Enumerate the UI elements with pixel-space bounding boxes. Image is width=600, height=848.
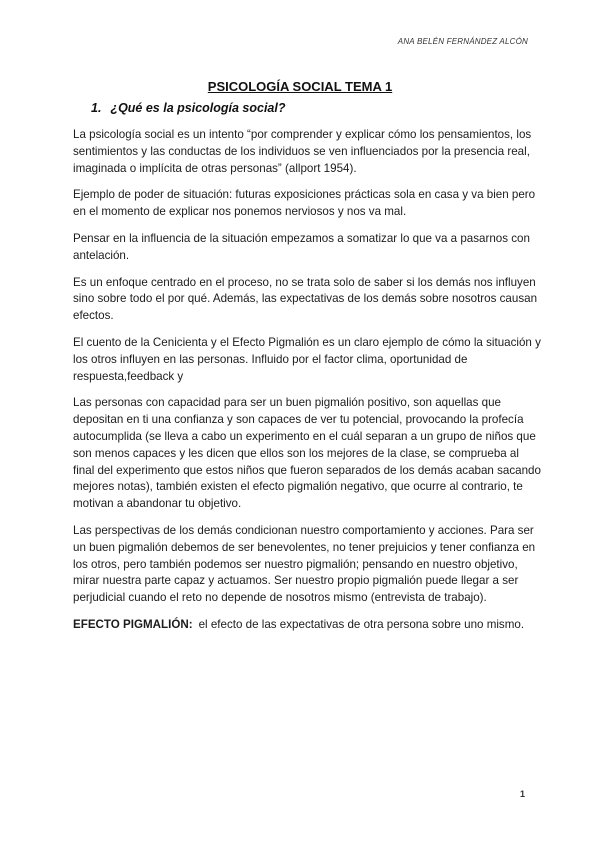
paragraph: Las personas con capacidad para ser un buen pigmalión positivo, son aquellas que depositan en ti una confianza y son capaces de ver tu potencial, provocando la profecía autocumplida (se lleva a cabo un experimento en el cuál separan a un grupo de niños que son menos capaces y les dicen que ellos son los mejores de la clase, se comprueba al final del experimento que estos niños que fueron separados de los demás acaban sacando mejores notas), también existen el efecto pigmalión negativo, que ocurre al contrario, te motivan a abandonar tu objetivo. xyxy=(73,396,541,511)
section-heading xyxy=(91,101,286,115)
paragraph: Pensar en la influencia de la situación empezamos a somatizar lo que va a pasarnos con antelación. xyxy=(73,231,530,262)
definition-paragraph xyxy=(73,617,543,634)
paragraph: El cuento de la Cenicienta y el Efecto Pigmalión es un claro ejemplo de cómo la situación y los otros influyen en las personas. Influido por el factor clima, oportunidad de respuesta,feedback y xyxy=(73,335,541,383)
paragraph: La psicología social es un intento “por comprender y explicar cómo los pensamientos, los sentimientos y las conductas de los individuos se ven influenciados por la presencia real, imaginada o implícita de otras personas” (allport 1954). xyxy=(73,128,532,175)
paragraph: Es un enfoque centrado en el proceso, no se trata solo de saber si los demás nos influyen sino sobre todo el por qué. Además, las expectativas de los demás sobre nosotros causan efectos. xyxy=(73,275,538,323)
paragraph: Las perspectivas de los demás condicionan nuestro comportamiento y acciones. Para ser un buen pigmalión debemos de ser benevolentes, no tener prejuicios y tener confianza en los otros, pero también podemos ser nuestro pigmalión; pensando en nuestro objetivo, mirar nuestra parte capaz y actuamos. Ser nuestro propio pigmalión puede llegar a ser perjudicial cuando el reto no depende de nosotros mismo (entrevista de trabajo). xyxy=(73,523,536,605)
section-heading-text: ¿Qué es la psicología social? xyxy=(110,101,286,115)
definition-term: EFECTO PIGMALIÓN: xyxy=(73,617,193,631)
document-body xyxy=(73,127,543,644)
header-author: ANA BELÉN FERNÁNDEZ ALCÓN xyxy=(397,37,528,46)
page-title: PSICOLOGÍA SOCIAL TEMA 1 xyxy=(207,79,393,94)
paragraph: Ejemplo de poder de situación: futuras exposiciones prácticas sola en casa y va bien pero en el momento de explicar nos ponemos nerviosos y nos va mal. xyxy=(73,188,536,219)
definition-text: el efecto de las expectativas de otra persona sobre uno mismo. xyxy=(198,617,525,631)
section-number: 1. xyxy=(91,101,102,115)
page-number: 1 xyxy=(519,789,525,799)
